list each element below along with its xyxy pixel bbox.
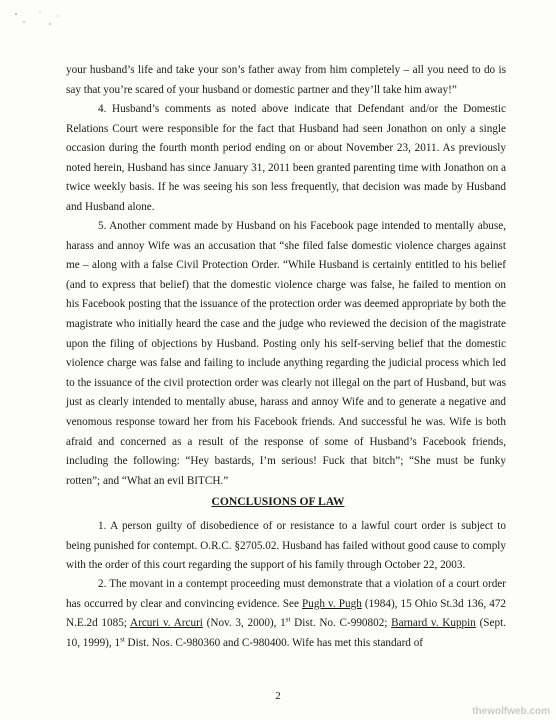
citation-text-3b: Dist. Nos. C-980360 and C-980400. Wife has met this standard of — [124, 636, 424, 649]
citation-text-2a: (Nov. 3, 2000), 1 — [202, 617, 286, 630]
conclusion-2 — [66, 575, 506, 653]
paragraph-continued: your husband’s life and take your son’s father away from him completely – all you need to do is say that you’re scared of your husband or domestic partner and they’ll take him away!” — [66, 64, 506, 96]
ordinal-superscript: st — [120, 635, 125, 644]
page-number: 2 — [275, 690, 281, 702]
conclusions-heading: CONCLUSIONS OF LAW — [211, 495, 345, 508]
conclusion-2-lead: 2. The movant in a contempt proceeding must demonstrate that a violation of a court order has occurred by clear and convincing evidence. See — [66, 578, 506, 610]
case-citation-pugh: Pugh v. Pugh — [302, 597, 362, 610]
case-citation-barnard: Barnard v. Kuppin — [391, 617, 476, 630]
ordinal-superscript: st — [285, 615, 291, 624]
citation-text-1: (1984), 15 Ohio St.3d 136, 472 N.E.2d 1085; — [66, 597, 507, 630]
watermark: thewolfweb.com — [472, 706, 550, 717]
scan-specks — [10, 8, 70, 38]
paragraph-5: 5. Another comment made by Husband on his Facebook page intended to mentally abuse, harass and annoy Wife was an accusation that “she filed false domestic violence charges against me – along with a false Civil Protection Order. “While Husband is certainly entitled to his belief (and to express that belief) that the domestic violence charge was false, he failed to mention on his Facebook posting that the issuance of the protection order was deemed appropriate by both the magistrate who initially heard the case and the judge who reviewed the decision of the magistrate upon the filing of objections by Husband. Posting only his self-serving belief that the domestic violence charge was false and failing to include anything regarding the judicial process which led to the issuance of the civil protection order was clearly not illegal on the part of Husband, but was just as clearly intended to mentally abuse, harass and annoy Wife and to generate a negative and venomous response toward her from his Facebook friends. And successful he was. Wife is both afraid and concerned as a result of the response of some of Husband’s Facebook friends, including the following: “Hey bastards, I’m serious! Fuck that bitch”; “She must be funky rotten”; and “What an evil BITCH.” — [66, 220, 506, 487]
case-citation-arcuri: Arcuri v. Arcuri — [130, 617, 203, 630]
conclusion-1: 1. A person guilty of disobedience of or resistance to a lawful court order is subject to being punished for contempt. O.R.C. §2705.02. Husband has failed without good cause to comply with the order of this court regarding the support of his family through October 22, 2003. — [66, 520, 506, 572]
citation-text-2b: Dist. No. C-990802; — [290, 617, 392, 630]
paragraph-4: 4. Husband’s comments as noted above indicate that Defendant and/or the Domestic Relations Court were responsible for the fact that Husband had seen Jonathon on only a single occasion during the fourth month period ending on or about November 23, 2011. As previously noted herein, Husband has since January 31, 2011 been granted parenting time with Jonathon on a twice weekly basis. If he was seeing his son less frequently, that decision was made by Husband and Husband alone. — [66, 103, 506, 213]
citation-text-3a: (Sept. 10, 1999), 1 — [66, 617, 506, 649]
